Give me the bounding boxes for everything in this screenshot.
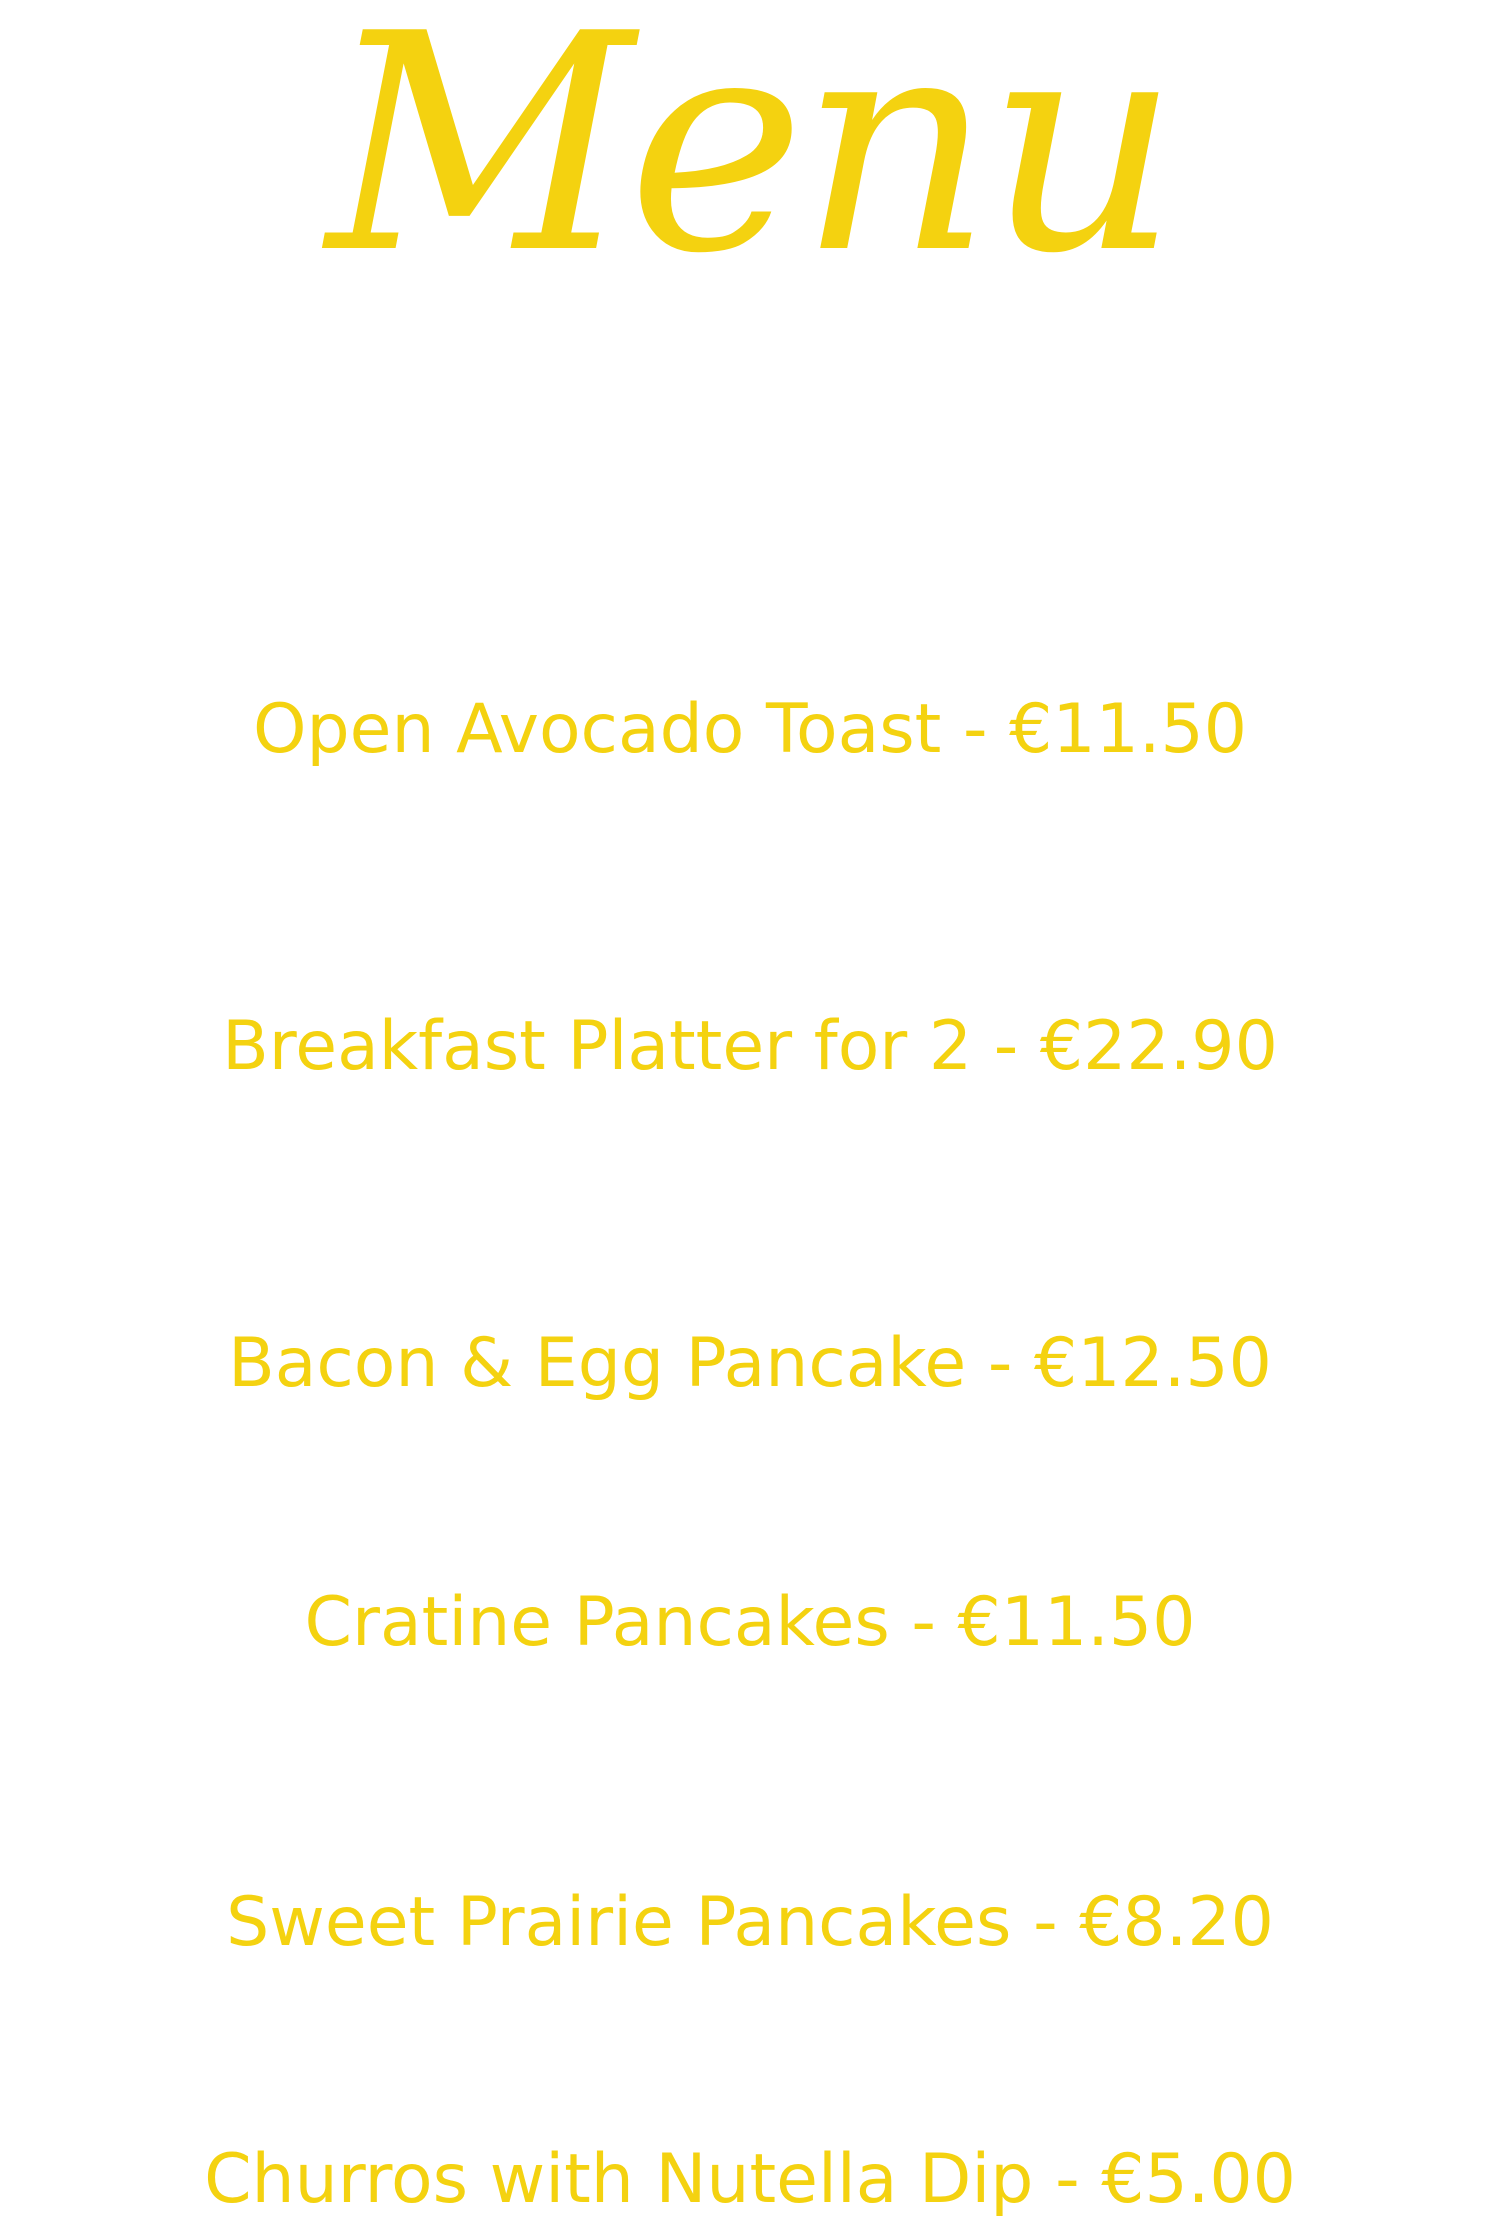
menu-item — [0, 1583, 1500, 1807]
menu-item-description: Bread platter for two: Baked eggs, Cyprus sausage, grilled cheese, olives, feta, vegetables, fruits & bread with butter — [139, 1122, 1361, 1282]
menu-title: Menu — [326, 0, 1174, 319]
menu-item — [0, 2140, 1500, 2220]
menu-item — [0, 690, 1500, 914]
menu-item-name: Churros with Nutella Dip - €5.00 — [204, 2140, 1296, 2219]
menu-item-name: Open Avocado Toast - €11.50 — [252, 690, 1248, 769]
menu-item-description: Two bread slices with avocado, seasoned feta crumbs, topped with two poached eggs & rocket salad — [136, 805, 1364, 908]
menu-item-name: Sweet Prairie Pancakes - €8.20 — [226, 1883, 1274, 1962]
menu-item-name: Breakfast Platter for 2 - €22.90 — [222, 1007, 1278, 1086]
menu-item-description: Double pancake with baked bacon & egg — [290, 1439, 1210, 1485]
menu-item-description: Nutella & fruit pancake — [487, 1998, 1013, 2044]
menu-item-name: Bacon & Egg Pancake - €12.50 — [228, 1324, 1272, 1403]
menu-item-description: Fluffy pancakes with fruits of the forest, feta cheese and honey drizzle — [155, 1698, 1345, 1801]
section-title-brunch: BRUNCH — [95, 466, 631, 583]
menu-item-name: Cratine Pancakes - €11.50 — [304, 1583, 1196, 1662]
menu-item — [0, 1883, 1500, 2050]
menu-item — [0, 1324, 1500, 1491]
menu-item — [0, 1007, 1500, 1288]
